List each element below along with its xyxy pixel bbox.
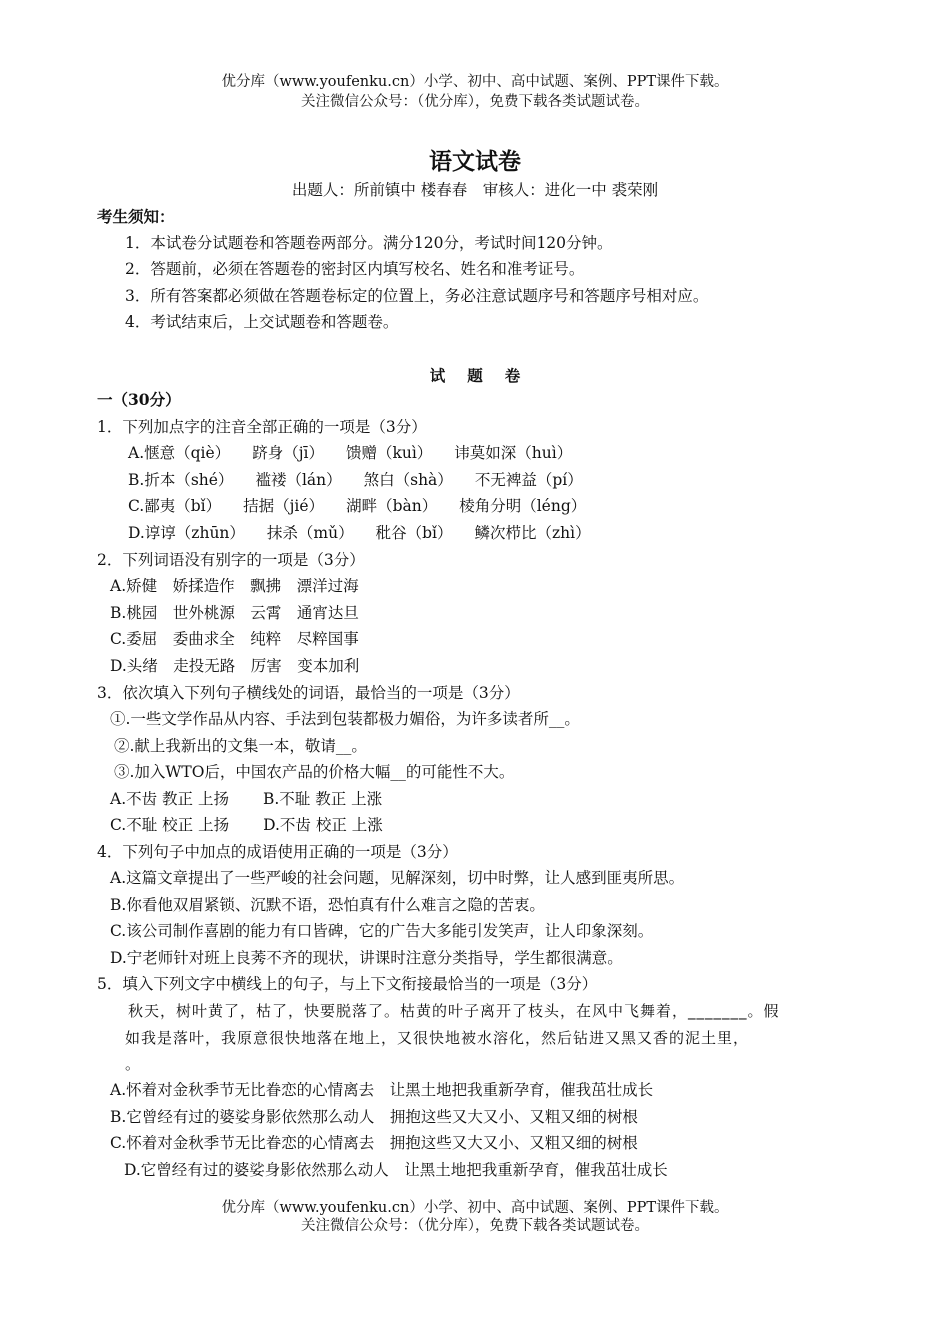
question-5-passage-line: 。 bbox=[125, 1055, 142, 1073]
header-line-2: 关注微信公众号：（优分库），免费下载各类试题试卷。 bbox=[301, 94, 649, 110]
question-2-option-b: B.桃园 世外桃源 云霄 通宵达旦 bbox=[110, 604, 359, 622]
page-title: 语文试卷 bbox=[429, 148, 521, 175]
question-1-stem: 1．下列加点字的注音全部正确的一项是（3分） bbox=[97, 418, 427, 436]
question-3-option-d: D.不齿 校正 上涨 bbox=[263, 816, 383, 834]
option-word: 不无裨益（pí） bbox=[474, 471, 583, 489]
option-word: 抹杀（mǔ） bbox=[266, 524, 354, 542]
header-line-1: 优分库（www.youfenku.cn）小学、初中、高中试题、案例、PPT课件下载。 bbox=[221, 74, 729, 90]
notice-item: 4．考试结束后，上交试题卷和答题卷。 bbox=[125, 313, 399, 331]
question-5-option-c: C.怀着对金秋季节无比眷恋的心情离去 拥抱这些又大又小、又粗又细的树根 bbox=[110, 1134, 638, 1152]
option-word: 跻身（jī） bbox=[252, 444, 324, 462]
footer-line-2: 关注微信公众号：（优分库），免费下载各类试题试卷。 bbox=[301, 1218, 649, 1234]
question-5-passage-line: 如我是落叶，我原意很快地落在地上，又很快地被水溶化，然后钻进又黑又香的泥土里， bbox=[125, 1029, 750, 1047]
question-2-stem: 2．下列词语没有别字的一项是（3分） bbox=[97, 551, 365, 569]
question-5-stem: 5．填入下列文字中横线上的句子，与上下文衔接最恰当的一项是（3分） bbox=[97, 975, 598, 993]
question-3-sentence-3: ③.加入WTO后，中国农产品的价格大幅__的可能性不大。 bbox=[114, 763, 515, 781]
question-1-option-a bbox=[128, 443, 572, 463]
option-word: 褴褛（lán） bbox=[255, 471, 342, 489]
option-word: B.折本（shé） bbox=[128, 471, 234, 489]
notice-item: 3．所有答案都必须做在答题卷标定的位置上，务必注意试题序号和答题序号相对应。 bbox=[125, 287, 709, 305]
question-3-options-ab bbox=[110, 789, 382, 809]
question-3-sentence-1: ①.一些文学作品从内容、手法到包装都极力媚俗，为许多读者所__。 bbox=[110, 710, 580, 728]
option-word: C.鄙夷（bǐ） bbox=[128, 497, 222, 515]
part-heading: 一（30分） bbox=[97, 390, 181, 409]
question-1-option-d bbox=[128, 523, 591, 543]
option-word: A.惬意（qiè） bbox=[128, 444, 231, 462]
question-5-option-b: B.它曾经有过的婆娑身影依然那么动人 拥抱这些又大又小、又粗又细的树根 bbox=[110, 1108, 638, 1126]
question-5-passage-line: 秋天，树叶黄了，枯了，快要脱落了。枯黄的叶子离开了枝头，在风中飞舞着，_______。假 bbox=[128, 1002, 780, 1020]
option-word: 湖畔（bàn） bbox=[346, 497, 438, 515]
question-4-option-a: A.这篇文章提出了一些严峻的社会问题，见解深刻，切中时弊，让人感到匪夷所思。 bbox=[110, 869, 685, 887]
option-word: D.谆谆（zhūn） bbox=[128, 524, 245, 542]
question-1-option-c bbox=[128, 496, 586, 516]
notice-heading: 考生须知： bbox=[97, 207, 175, 226]
option-word: 讳莫如深（huì） bbox=[454, 444, 573, 462]
notice-item: 1．本试卷分试题卷和答题卷两部分。满分120分，考试时间120分钟。 bbox=[125, 234, 613, 252]
section-title: 试题卷 bbox=[429, 366, 543, 385]
question-3-stem: 3．依次填入下列句子横线处的词语，最恰当的一项是（3分） bbox=[97, 684, 520, 702]
question-3-sentence-2: ②.献上我新出的文集一本，敬请__。 bbox=[114, 737, 367, 755]
question-5-option-a: A.怀着对金秋季节无比眷恋的心情离去 让黑土地把我重新孕育，催我茁壮成长 bbox=[110, 1081, 654, 1099]
question-3-option-b: B.不耻 教正 上涨 bbox=[262, 790, 383, 808]
option-word: 棱角分明（léng） bbox=[459, 497, 587, 515]
option-word: 鳞次栉比（zhì） bbox=[474, 524, 591, 542]
question-4-option-b: B.你看他双眉紧锁、沉默不语，恐怕真有什么难言之隐的苦衷。 bbox=[110, 896, 545, 914]
question-1-option-b bbox=[128, 470, 583, 490]
question-2-option-c: C.委屈 委曲求全 纯粹 尽粹国事 bbox=[110, 630, 359, 648]
question-3-option-a: A.不齿 教正 上扬 bbox=[110, 790, 229, 808]
notice-item: 2．答题前，必须在答题卷的密封区内填写校名、姓名和准考证号。 bbox=[125, 260, 585, 278]
option-word: 拮据（jié） bbox=[243, 497, 325, 515]
footer-line-1: 优分库（www.youfenku.cn）小学、初中、高中试题、案例、PPT课件下载。 bbox=[221, 1200, 729, 1216]
question-5-option-d: D.它曾经有过的婆娑身影依然那么动人 让黑土地把我重新孕育，催我茁壮成长 bbox=[124, 1161, 668, 1179]
option-word: 秕谷（bǐ） bbox=[375, 524, 453, 542]
question-2-option-a: A.矫健 娇揉造作 飘拂 漂洋过海 bbox=[110, 577, 359, 595]
question-3-options-cd bbox=[110, 815, 383, 835]
question-2-option-d: D.头绪 走投无路 厉害 变本加利 bbox=[110, 657, 360, 675]
question-4-stem: 4．下列句子中加点的成语使用正确的一项是（3分） bbox=[97, 843, 458, 861]
question-3-option-c: C.不耻 校正 上扬 bbox=[110, 816, 230, 834]
question-4-option-c: C.该公司制作喜剧的能力有口皆碑，它的广告大多能引发笑声，让人印象深刻。 bbox=[110, 922, 654, 940]
authors-line: 出题人：所前镇中 楼春春 审核人：进化一中 裘荣刚 bbox=[291, 181, 659, 199]
option-word: 馈赠（kuì） bbox=[345, 444, 433, 462]
option-word: 煞白（shà） bbox=[363, 471, 453, 489]
question-4-option-d: D.宁老师针对班上良莠不齐的现状，讲课时注意分类指导，学生都很满意。 bbox=[110, 949, 623, 967]
